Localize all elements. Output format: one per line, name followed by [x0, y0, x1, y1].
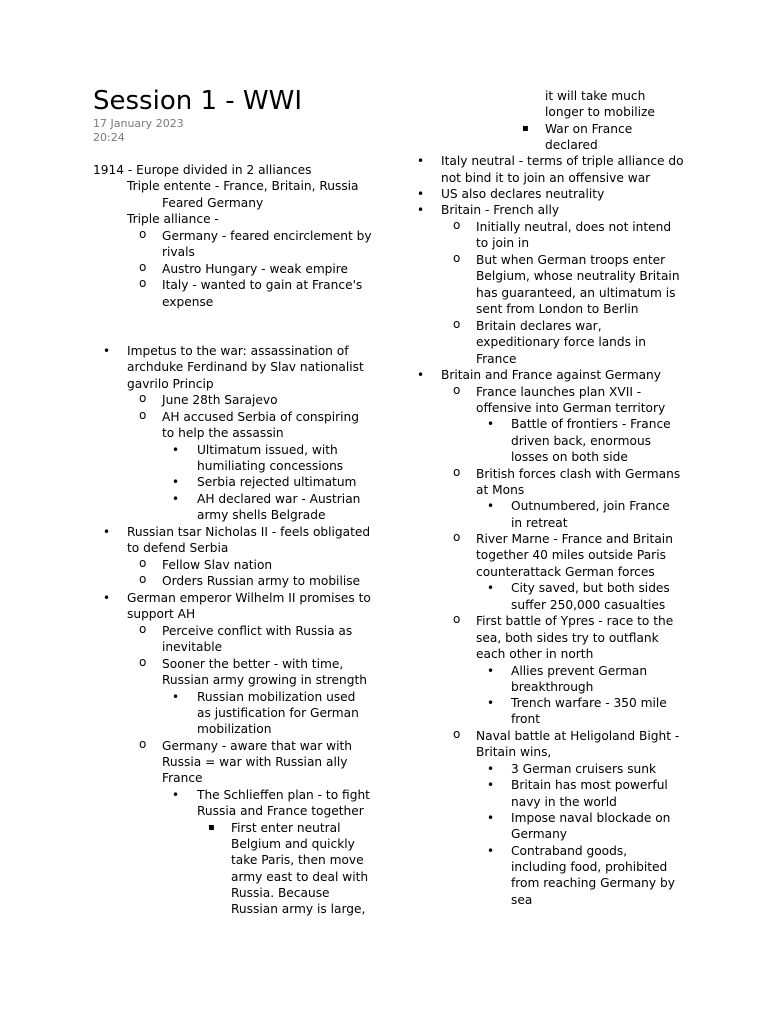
bullet-disc: • [172, 690, 180, 704]
note-line: France [476, 352, 517, 366]
bullet-square: ▪ [208, 822, 215, 833]
note-line: losses on both side [511, 450, 628, 464]
note-line: Sooner the better - with time, [162, 657, 344, 671]
note-line: mobilization [197, 722, 272, 736]
note-line: not bind it to join an offensive war [441, 171, 651, 185]
note-line: Allies prevent German [511, 664, 648, 678]
note-line: Russian army is large, [231, 902, 366, 916]
bullet-circle: o [453, 465, 461, 479]
note-line: navy in the world [511, 795, 617, 809]
note-line: Britain has most powerful [511, 778, 668, 792]
note-line: Russian mobilization used [197, 690, 356, 704]
note-line: Russian tsar Nicholas II - feels obligated [127, 525, 371, 539]
note-line: Serbia rejected ultimatum [197, 475, 357, 489]
bullet-disc: • [103, 591, 111, 605]
note-line: France launches plan XVII - [476, 385, 642, 399]
bullet-circle: o [139, 391, 147, 405]
note-line: Battle of frontiers - France [511, 417, 671, 431]
note-line: support AH [127, 607, 196, 621]
note-line: River Marne - France and Britain [476, 532, 673, 546]
note-line: Russia. Because [231, 886, 330, 900]
note-line: City saved, but both sides [511, 581, 670, 595]
bullet-disc: • [417, 368, 425, 382]
note-line: together 40 miles outside Paris [476, 548, 666, 562]
note-line: take Paris, then move [231, 853, 364, 867]
note-line: 1914 - Europe divided in 2 alliances [93, 163, 312, 177]
note-line: Outnumbered, join France [511, 499, 670, 513]
note-line: at Mons [476, 483, 525, 497]
note-line: First battle of Ypres - race to the [476, 614, 674, 628]
note-line: inevitable [162, 640, 223, 654]
bullet-disc: • [487, 844, 495, 858]
bullet-circle: o [453, 530, 461, 544]
note-line: Russia = war with Russian ally [162, 755, 348, 769]
note-line: including food, prohibited [511, 860, 668, 874]
note-line: Britain wins, [476, 745, 552, 759]
bullet-disc: • [487, 499, 495, 513]
note-line: expense [162, 295, 214, 309]
note-line: sea [511, 893, 533, 907]
note-line: Britain and France against Germany [441, 368, 661, 382]
note-line: Trench warfare - 350 mile [511, 696, 667, 710]
note-line: counterattack German forces [476, 565, 655, 579]
note-line: archduke Ferdinand by Slav nationalist [127, 360, 364, 374]
note-line: First enter neutral [231, 821, 341, 835]
note-line: British forces clash with Germans [476, 467, 681, 481]
bullet-disc: • [487, 581, 495, 595]
note-line: driven back, enormous [511, 434, 652, 448]
bullet-disc: • [487, 696, 495, 710]
note-line: Fellow Slav nation [162, 558, 273, 572]
note-line: it will take much [545, 89, 646, 103]
note-line: June 28th Sarajevo [162, 393, 278, 407]
note-line: 3 German cruisers sunk [511, 762, 657, 776]
note-line: has guaranteed, an ultimatum is [476, 286, 676, 300]
bullet-circle: o [453, 612, 461, 626]
note-line: each other in north [476, 647, 594, 661]
note-line: Italy neutral - terms of triple alliance do [441, 154, 684, 168]
bullet-circle: o [139, 655, 147, 669]
bullet-disc: • [417, 154, 425, 168]
note-line: Germany - aware that war with [162, 739, 352, 753]
note-line: Triple alliance - [127, 212, 219, 226]
note-line: front [511, 712, 540, 726]
bullet-disc: • [487, 811, 495, 825]
bullet-disc: • [172, 443, 180, 457]
bullet-disc: • [487, 778, 495, 792]
bullet-disc: • [487, 417, 495, 431]
note-line: Feared Germany [162, 196, 264, 210]
note-line: Orders Russian army to mobilise [162, 574, 361, 588]
bullet-circle: o [139, 572, 147, 586]
note-line: sent from London to Berlin [476, 302, 639, 316]
note-line: The Schlieffen plan - to fight [197, 788, 370, 802]
bullet-disc: • [487, 664, 495, 678]
note-line: Initially neutral, does not intend [476, 220, 672, 234]
note-line: US also declares neutrality [441, 187, 605, 201]
note-line: to defend Serbia [127, 541, 229, 555]
page-title: Session 1 - WWI [93, 86, 303, 116]
note-line: army shells Belgrade [197, 508, 326, 522]
note-line: expeditionary force lands in [476, 335, 646, 349]
note-line: humiliating concessions [197, 459, 344, 473]
note-line: Italy - wanted to gain at France's [162, 278, 363, 292]
bullet-circle: o [139, 737, 147, 751]
bullet-circle: o [139, 408, 147, 422]
bullet-circle: o [139, 227, 147, 241]
note-line: to join in [476, 236, 530, 250]
note-line: Austro Hungary - weak empire [162, 262, 349, 276]
note-line: to help the assassin [162, 426, 284, 440]
bullet-disc: • [103, 525, 111, 539]
note-line: sea, both sides try to outflank [476, 631, 659, 645]
note-line: rivals [162, 245, 195, 259]
note-line: Impose naval blockade on [511, 811, 671, 825]
bullet-disc: • [172, 788, 180, 802]
note-line: Impetus to the war: assassination of [127, 344, 349, 358]
note-line: army east to deal with [231, 870, 369, 884]
note-line: declared [545, 138, 598, 152]
note-line: Germany [511, 827, 568, 841]
bullet-circle: o [453, 218, 461, 232]
bullet-disc: • [172, 492, 180, 506]
bullet-disc: • [172, 475, 180, 489]
note-line: longer to mobilize [545, 105, 655, 119]
bullet-disc: • [417, 203, 425, 217]
note-line: breakthrough [511, 680, 594, 694]
bullet-square: ▪ [522, 123, 529, 134]
note-line: Russia and France together [197, 804, 364, 818]
bullet-disc: • [103, 344, 111, 358]
note-line: Ultimatum issued, with [197, 443, 338, 457]
bullet-disc: • [417, 187, 425, 201]
note-line: France [162, 771, 203, 785]
note-line: Triple entente - France, Britain, Russia [127, 179, 359, 193]
bullet-circle: o [139, 276, 147, 290]
note-line: Contraband goods, [511, 844, 628, 858]
note-line: Belgium, whose neutrality Britain [476, 269, 680, 283]
note-line: Germany - feared encirclement by [162, 229, 372, 243]
note-line: offensive into German territory [476, 401, 666, 415]
note-line: AH declared war - Austrian [197, 492, 361, 506]
note-line: German emperor Wilhelm II promises to [127, 591, 371, 605]
bullet-circle: o [453, 317, 461, 331]
note-line: suffer 250,000 casualties [511, 598, 666, 612]
note-date: 17 January 2023 [93, 117, 184, 130]
bullet-disc: • [487, 762, 495, 776]
note-line: Russian army growing in strength [162, 673, 367, 687]
note-line: But when German troops enter [476, 253, 666, 267]
note-line: in retreat [511, 516, 568, 530]
bullet-circle: o [453, 251, 461, 265]
bullet-circle: o [139, 556, 147, 570]
note-line: Britain declares war, [476, 319, 602, 333]
note-line: from reaching Germany by [511, 876, 675, 890]
note-line: AH accused Serbia of conspiring [162, 410, 359, 424]
note-line: gavrilo Princip [127, 377, 214, 391]
note-line: War on France [545, 122, 633, 136]
bullet-circle: o [139, 260, 147, 274]
note-line: Naval battle at Heligoland Bight - [476, 729, 680, 743]
note-line: Belgium and quickly [231, 837, 355, 851]
note-line: Britain - French ally [441, 203, 560, 217]
note-line: Perceive conflict with Russia as [162, 624, 353, 638]
note-line: as justification for German [197, 706, 359, 720]
note-time: 20:24 [93, 131, 125, 144]
bullet-circle: o [453, 383, 461, 397]
bullet-circle: o [139, 622, 147, 636]
bullet-circle: o [453, 727, 461, 741]
